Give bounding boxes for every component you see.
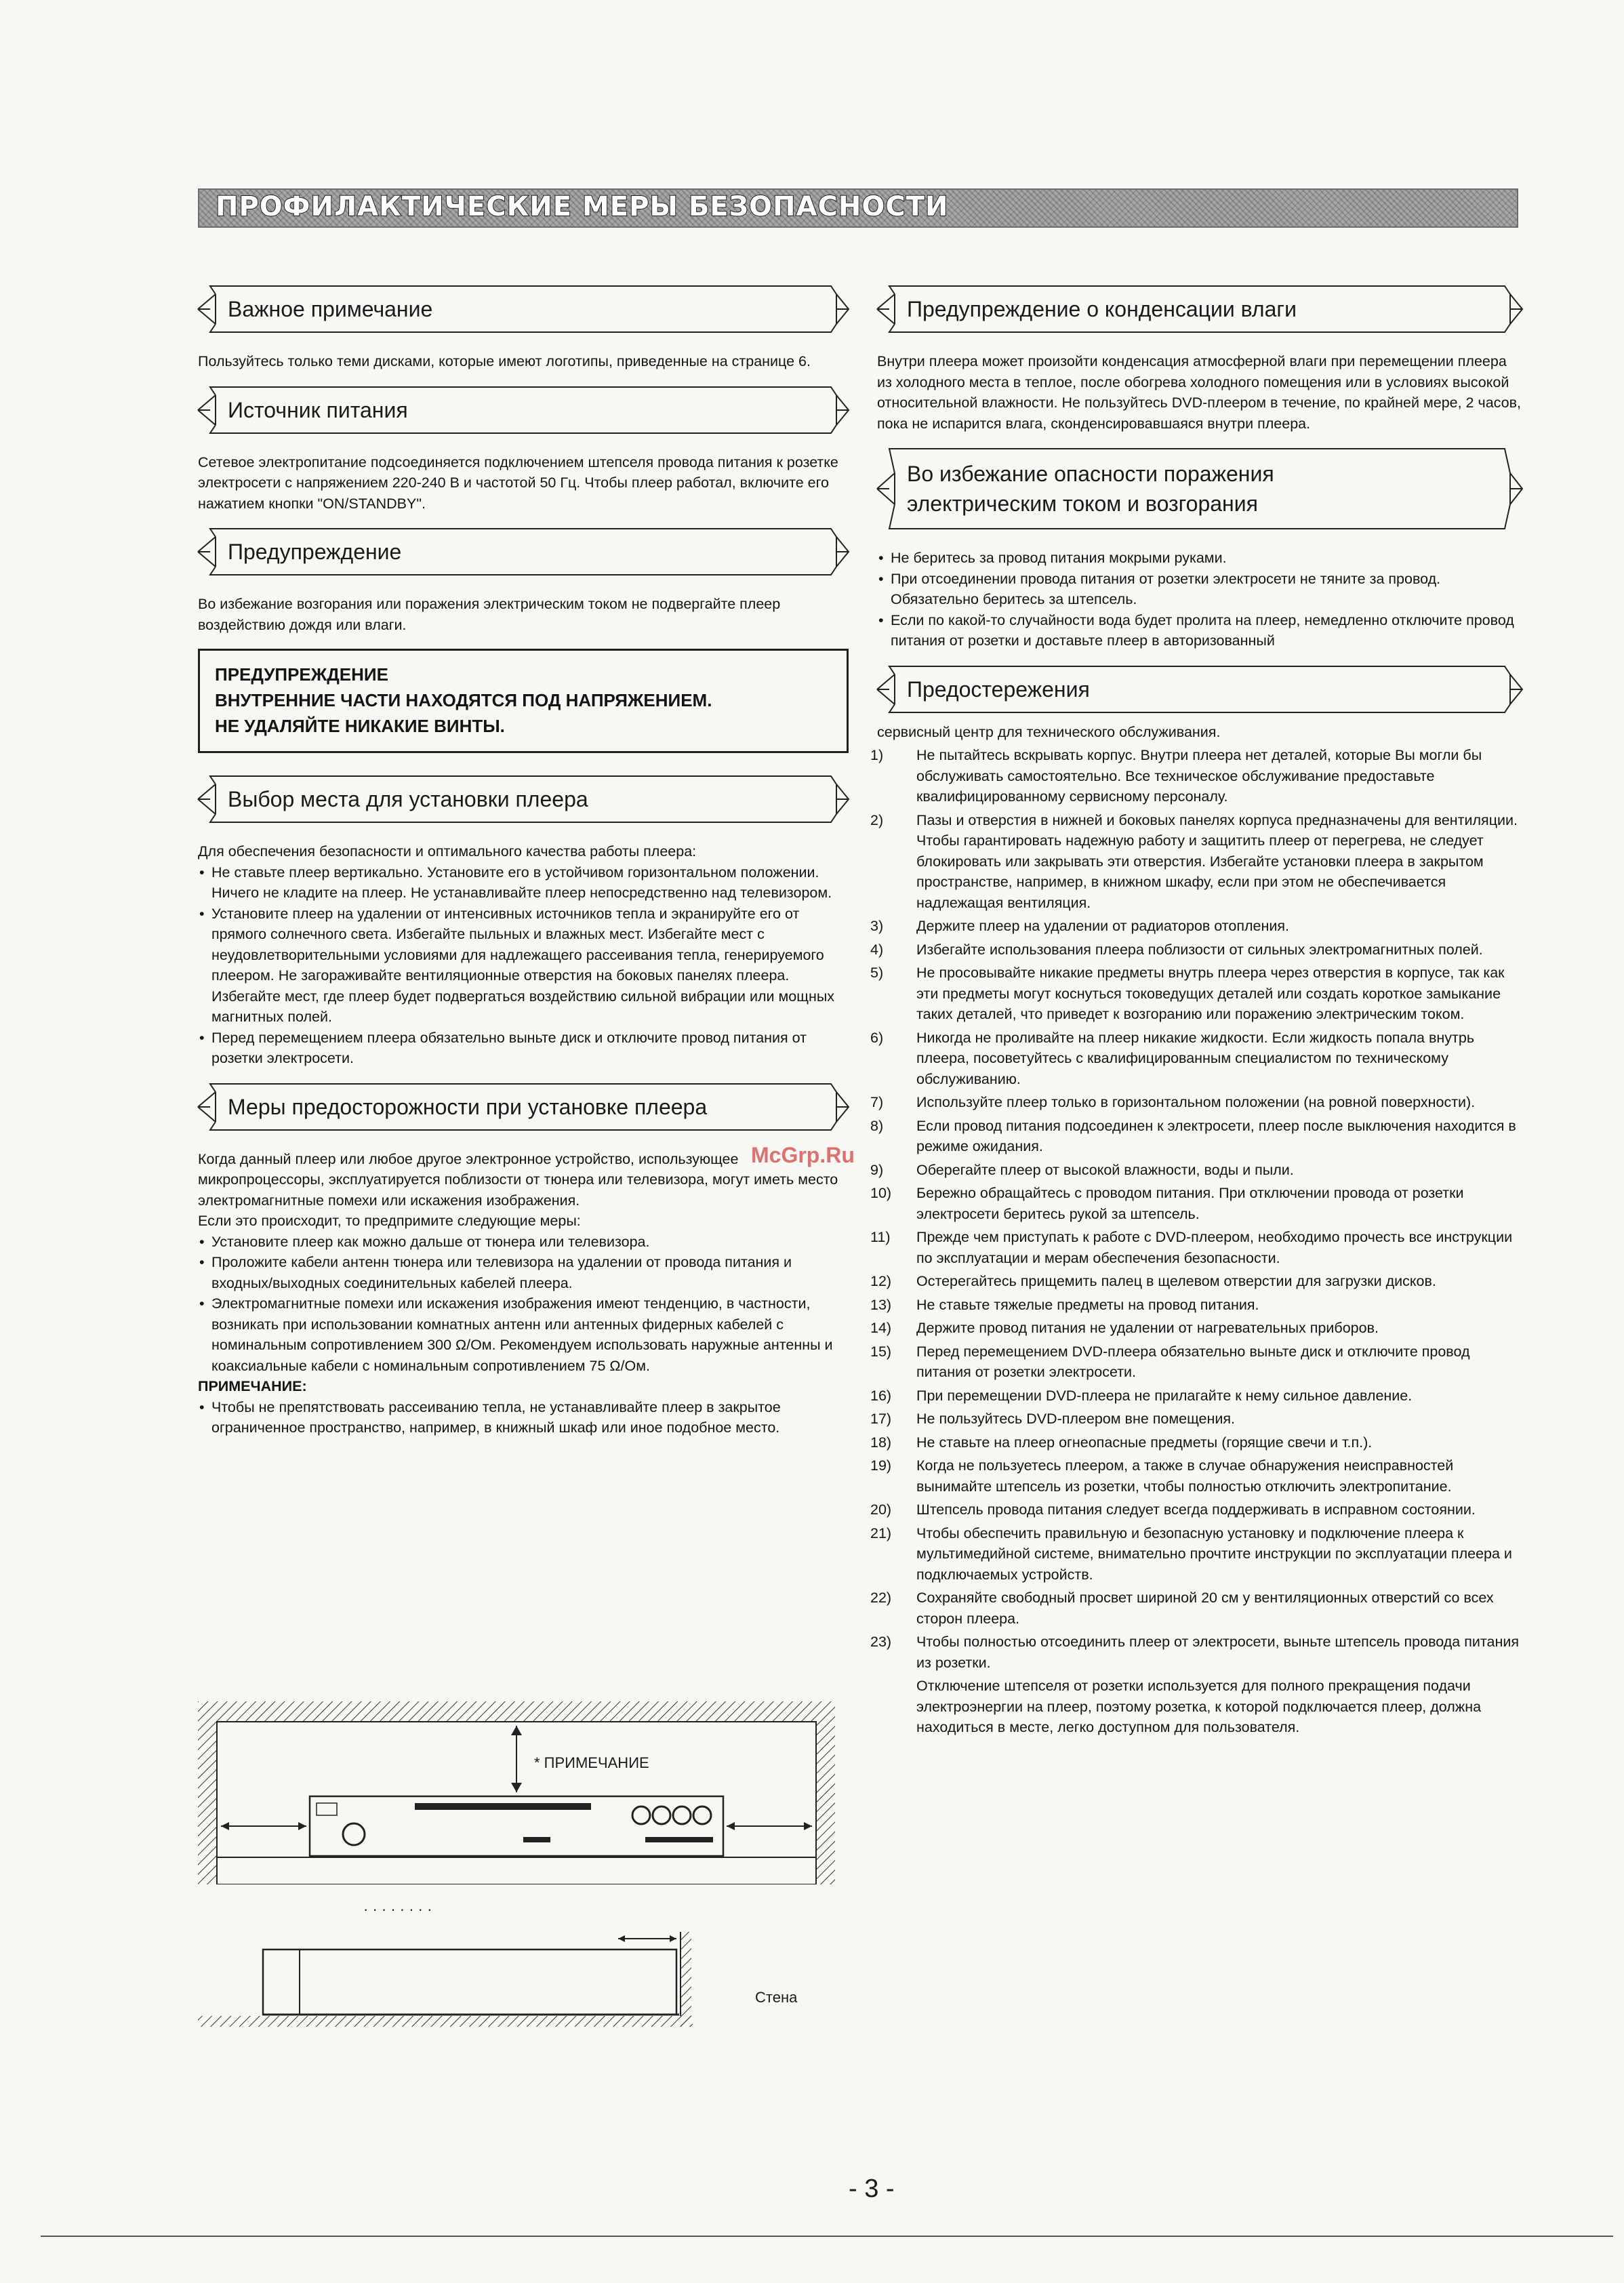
install-intro: Когда данный плеер или любое другое электронное устройство, использующее микропроцессоры, эксплуатируется поблизости от тюнера или телевизора, могут иметь место электромагнитные помехи или искажения изображения.: [198, 1150, 838, 1209]
list-item: • Не беритесь за провод питания мокрыми руками.: [877, 548, 1522, 569]
list-item: 18) Не ставьте на плеер огнеопасные предметы (горящие свечи и т.п.).: [870, 1434, 1373, 1451]
list-item: • Проложите кабели антенн тюнера или телевизора на удалении от провода питания и входных/выходных соединительных кабелей плеера.: [198, 1252, 849, 1293]
list-item: 21) Чтобы обеспечить правильную и безопасную установку и подключение плеера к мультимедийной системе, внимательно прочтите инструкции по эксплуатации плеера и подключаемых устройств.: [870, 1524, 1512, 1583]
list-item: 20) Штепсель провода питания следует всегда поддерживать в исправном состоянии.: [870, 1501, 1476, 1518]
shock-list: [877, 548, 1522, 651]
important-text: Пользуйтесь только теми дисками, которые имеют логотипы, приведенные на странице 6.: [198, 353, 811, 369]
list-item: 19) Когда не пользуетесь плеером, а также в случае обнаружения неисправностей вынимайте штепсель из розетки, чтобы полностью отключить электропитание.: [870, 1457, 1454, 1495]
watermark: McGrp.Ru: [751, 1143, 855, 1167]
diagram-dots: · · · · · · · ·: [363, 1905, 432, 1918]
list-item: 1) Не пытайтесь вскрывать корпус. Внутри плеера нет деталей, которые Вы могли бы обслуживать самостоятельно. Все техническое обслуживание предоставьте квалифицированному сервисному персоналу.: [870, 747, 1482, 805]
heading-important: Важное примечание: [228, 297, 433, 321]
install-intro-2: Если это происходит, то предпримите следующие меры:: [198, 1213, 581, 1229]
power-text: Сетевое электропитание подсоединяется подключением штепселя провода питания к розетке электросети с напряжением 220-240 В и частотой 50 Гц. Чтобы плеер работал, включите его нажатием кнопки "ON/STANDBY".: [198, 453, 838, 512]
side-view-illustration: [198, 1905, 835, 2027]
install-note-label: ПРИМЕЧАНИЕ:: [198, 1378, 307, 1394]
heading-location: Выбор места для установки плеера: [228, 787, 588, 811]
list-item: 6) Никогда не проливайте на плеер никакие жидкости. Если жидкость попала внутрь плеера, посоветуйтесь с квалифицированным специалистом по техническому обслуживанию.: [870, 1029, 1475, 1087]
wall-label: Стена: [755, 1989, 798, 2006]
heading-condensation: Предупреждение о конденсации влаги: [907, 297, 1297, 321]
location-intro: Для обеспечения безопасности и оптимального качества работы плеера:: [198, 843, 697, 860]
heading-shock-line-2: электрическим током и возгорания: [907, 491, 1258, 516]
list-item: 22) Сохраняйте свободный просвет шириной 20 см у вентиляционных отверстий со всех сторон плеера.: [870, 1590, 1494, 1627]
location-list: [198, 862, 849, 1069]
list-item: • При отсоединении провода питания от розетки электросети не тяните за провод. Обязательно беритесь за штепсель.: [877, 569, 1522, 610]
clearance-diagram: [198, 1701, 835, 1884]
section-header-shock: [877, 447, 1522, 530]
list-item: 8) Если провод питания подсоединен к электросети, плеер после выключения находится в режиме ожидания.: [870, 1117, 1516, 1154]
cautions-list: [870, 745, 1522, 1673]
list-item: 7) Используйте плеер только в горизонтальном положении (на ровной поверхности).: [870, 1094, 1476, 1110]
heading-warning: Предупреждение: [228, 540, 402, 564]
section-header-location: [198, 775, 849, 824]
list-item: 16) При перемещении DVD-плеера не прилагайте к нему сильное давление.: [870, 1387, 1413, 1404]
list-item: • Не ставьте плеер вертикально. Установите его в устойчивом горизонтальном положении. Ничего не кладите на плеер. Не устанавливайте плеер непосредственно над телевизором.: [198, 862, 849, 904]
list-item: 5) Не просовывайте никакие предметы внутрь плеера через отверстия в корпусе, так как эти предметы могут коснуться токоведущих деталей или создать короткое замыкание таких деталей, что приведет к возгоранию или поражению электрическим током.: [870, 965, 1505, 1022]
list-item: • Электромагнитные помехи или искажения изображения имеют тенденцию, в частности, возникать при использовании комнатных антенн или антенных фидерных кабелей с номинальным сопротивлением 300 Ω/Ом. Рекомендуем использовать наружные антенны и коаксиальные кабели с номинальным сопротивлением 75 Ω/Ом.: [198, 1293, 849, 1376]
list-item: • Перед перемещением плеера обязательно выньте диск и отключите провод питания от розетки электросети.: [198, 1028, 849, 1069]
section-header-cautions: [877, 665, 1522, 714]
page-title: ПРОФИЛАКТИЧЕСКИЕ МЕРЫ БЕЗОПАСНОСТИ: [216, 191, 949, 222]
section-header-warning: [198, 527, 849, 576]
list-item: • Установите плеер как можно дальше от тюнера или телевизора.: [198, 1232, 849, 1253]
bottom-rule: [41, 2236, 1613, 2237]
warnbox-line-1: ПРЕДУПРЕЖДЕНИЕ: [215, 664, 388, 685]
list-item: 17) Не пользуйтесь DVD-плеером вне помещения.: [870, 1411, 1235, 1427]
list-item: • Установите плеер на удалении от интенсивных источников тепла и экранируйте его от прямого солнечного света. Избегайте пыльных и влажных мест. Избегайте мест с неудовлетворительными условиями для надлежащего рассеивания тепла, генерируемого плеером. Не загораживайте вентиляционные отверстия на боковых панелях плеера. Избегайте мест, где плеер будет подвергаться воздействию сильной вибрации или мощных магнитных полей.: [198, 904, 849, 1028]
cautions-final: Отключение штепселя от розетки используется для полного прекращения подачи электроэнергии на плеер, поэтому розетка, к которой подключается плеер, должна находиться в месте, легко доступном для пользователя.: [916, 1678, 1482, 1735]
section-header-important: [198, 285, 849, 334]
heading-shock: [907, 459, 1274, 519]
heading-power: Источник питания: [228, 397, 408, 422]
warnbox-line-3: НЕ УДАЛЯЙТЕ НИКАКИЕ ВИНТЫ.: [215, 716, 505, 736]
left-column: [198, 285, 849, 1452]
list-item: 12) Остерегайтесь прищемить палец в щелевом отверстии для загрузки дисков.: [870, 1273, 1436, 1289]
list-item: 2) Пазы и отверстия в нижней и боковых панелях корпуса предназначены для вентиляции. Чтобы гарантировать надежную работу и защитить плеер от перегрева, не следует блокировать или закрывать эти отверстия. Избегайте установки плеера в закрытом пространстве, например, в книжном шкафу, если при этом не обеспечивается надлежащая вентиляция.: [870, 811, 1518, 911]
list-item: 15) Перед перемещением DVD-плеера обязательно выньте диск и отключите провод питания от розетки электросети.: [870, 1343, 1470, 1380]
list-item: 23) Чтобы полностью отсоединить плеер от электросети, выньте штепсель провода питания из розетки.: [870, 1634, 1519, 1671]
diagram-note-label: * ПРИМЕЧАНИЕ: [534, 1754, 649, 1771]
list-item: 4) Избегайте использования плеера поблизости от сильных электромагнитных полей.: [870, 941, 1483, 958]
list-item: • Чтобы не препятствовать рассеиванию тепла, не устанавливайте плеер в закрытое ограниченное пространство, например, в книжный шкаф или иное подобное место.: [198, 1397, 849, 1438]
right-column: [870, 285, 1522, 1752]
heading-cautions: Предостережения: [907, 676, 1090, 702]
clearance-illustration: [198, 1701, 835, 1884]
list-item: 9) Оберегайте плеер от высокой влажности, воды и пыли.: [870, 1161, 1294, 1178]
list-item: 11) Прежде чем приступать к работе с DVD-плеером, необходимо прочесть все инструкции по эксплуатации и мерам обеспечения безопасности.: [870, 1229, 1513, 1266]
section-header-condensation: [877, 285, 1522, 334]
list-item: • Если по какой-то случайности вода будет пролита на плеер, немедленно отключите провод питания от розетки и доставьте плеер в авторизованный: [877, 610, 1522, 651]
heading-shock-line-1: Во избежание опасности поражения: [907, 462, 1274, 486]
cautions-continuation: сервисный центр для технического обслуживания.: [877, 723, 1221, 740]
heading-install: Меры предосторожности при установке плеера: [228, 1094, 708, 1119]
list-item: 10) Бережно обращайтесь с проводом питания. При отключении провода от розетки электросети беритесь рукой за штепсель.: [870, 1185, 1464, 1222]
side-view-diagram: [198, 1905, 835, 2027]
warnbox-line-2: ВНУТРЕННИЕ ЧАСТИ НАХОДЯТСЯ ПОД НАПРЯЖЕНИЕМ.: [215, 690, 712, 710]
page-number: - 3 -: [849, 2175, 895, 2203]
install-note-list: [198, 1397, 849, 1438]
list-item: 13) Не ставьте тяжелые предметы на провод питания.: [870, 1296, 1259, 1313]
voltage-warning-box: [198, 649, 849, 753]
warning-text: Во избежание возгорания или поражения электрическим током не подвергайте плеер воздействию дождя или влаги.: [198, 596, 781, 633]
section-header-power: [198, 386, 849, 435]
install-list: [198, 1232, 849, 1377]
list-item: 3) Держите плеер на удалении от радиаторов отопления.: [870, 918, 1289, 934]
title-banner: [198, 188, 1518, 228]
list-item: 14) Держите провод питания не удалении от нагревательных приборов.: [870, 1320, 1379, 1336]
section-header-install: [198, 1083, 849, 1131]
condensation-text: Внутри плеера может произойти конденсация атмосферной влаги при перемещении плеера из холодного места в теплое, после обогрева холодного помещения или в условиях высокой относительной влажности. Не пользуйтесь DVD-плеером в течение, по крайней мере, 2 часов, пока не испарится влага, сконденсировавшаяся внутри плеера.: [877, 353, 1521, 432]
